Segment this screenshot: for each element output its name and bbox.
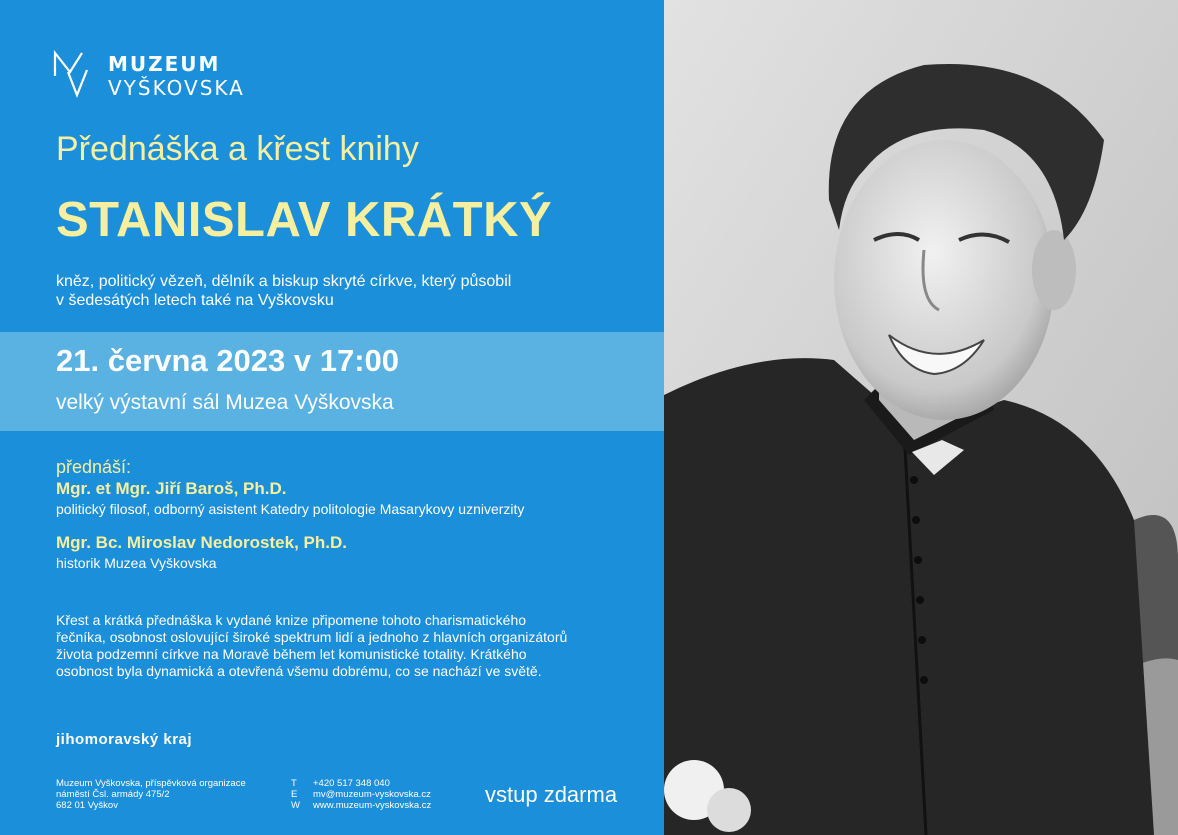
event-title: STANISLAV KRÁTKÝ [56, 193, 553, 247]
body-line: osobnost byla dynamická a otevřená všemu dobrému, co se nachází ve světě. [56, 663, 542, 679]
body-line: Křest a krátká přednáška k vydané knize připomene tohoto charismatického [56, 612, 527, 628]
body-line: života podzemní církve na Moravě během let komunistické totality. Krátkého [56, 646, 527, 662]
event-venue: velký výstavní sál Muzea Vyškovska [56, 391, 394, 414]
description-line: kněz, politický vězeň, dělník a biskup skryté církve, který působil [56, 273, 512, 290]
footer-organization [56, 778, 246, 811]
lecturers-label: přednáší: [56, 457, 132, 477]
lecturers-section [56, 456, 646, 572]
brand-line-2: VYŠKOVSKA [108, 76, 245, 100]
lecturer-name: Mgr. Bc. Miroslav Nedorostek, Ph.D. [56, 533, 347, 552]
admission-note: vstup zdarma [485, 782, 618, 807]
contact-key: E [291, 789, 298, 800]
contact-website[interactable]: www.muzeum-vyskovska.cz [313, 800, 432, 811]
description-line: v šedesátých letech také na Vyškovsku [56, 292, 334, 309]
contact-email[interactable]: mv@muzeum-vyskovska.cz [313, 789, 431, 800]
museum-logo-text [108, 52, 245, 100]
priest-portrait-image [664, 0, 1178, 835]
event-kicker: Přednáška a křest knihy [56, 130, 419, 168]
footer-org-line: Muzeum Vyškovska, příspěvková organizace [56, 778, 246, 789]
contact-key: W [291, 800, 300, 811]
body-line: řečníka, osobnost oslovující široké spektrum lidí a jednoho z hlavních organizátorů [56, 629, 568, 645]
footer-contact-keys [291, 778, 300, 811]
footer-org-line: náměstí Čsl. armády 475/2 [56, 789, 170, 800]
lecturer-name: Mgr. et Mgr. Jiří Baroš, Ph.D. [56, 479, 287, 498]
region-logo: jihomoravský kraj [56, 731, 193, 748]
museum-logo-icon [52, 50, 90, 98]
footer-contact-values [313, 778, 431, 811]
lecturer-role: politický filosof, odborný asistent Katedry politologie Masarykovy uzniverzity [56, 501, 525, 517]
lecturer-role: historik Muzea Vyškovska [56, 555, 217, 571]
event-date: 21. června 2023 v 17:00 [56, 343, 399, 378]
contact-key: T [291, 778, 297, 789]
event-description [56, 272, 636, 310]
portrait-photo [664, 0, 1178, 835]
brand-line-1: MUZEUM [108, 52, 221, 76]
contact-phone: +420 517 348 040 [313, 778, 390, 789]
footer-org-line: 682 01 Vyškov [56, 800, 118, 811]
event-body-text [56, 612, 630, 680]
